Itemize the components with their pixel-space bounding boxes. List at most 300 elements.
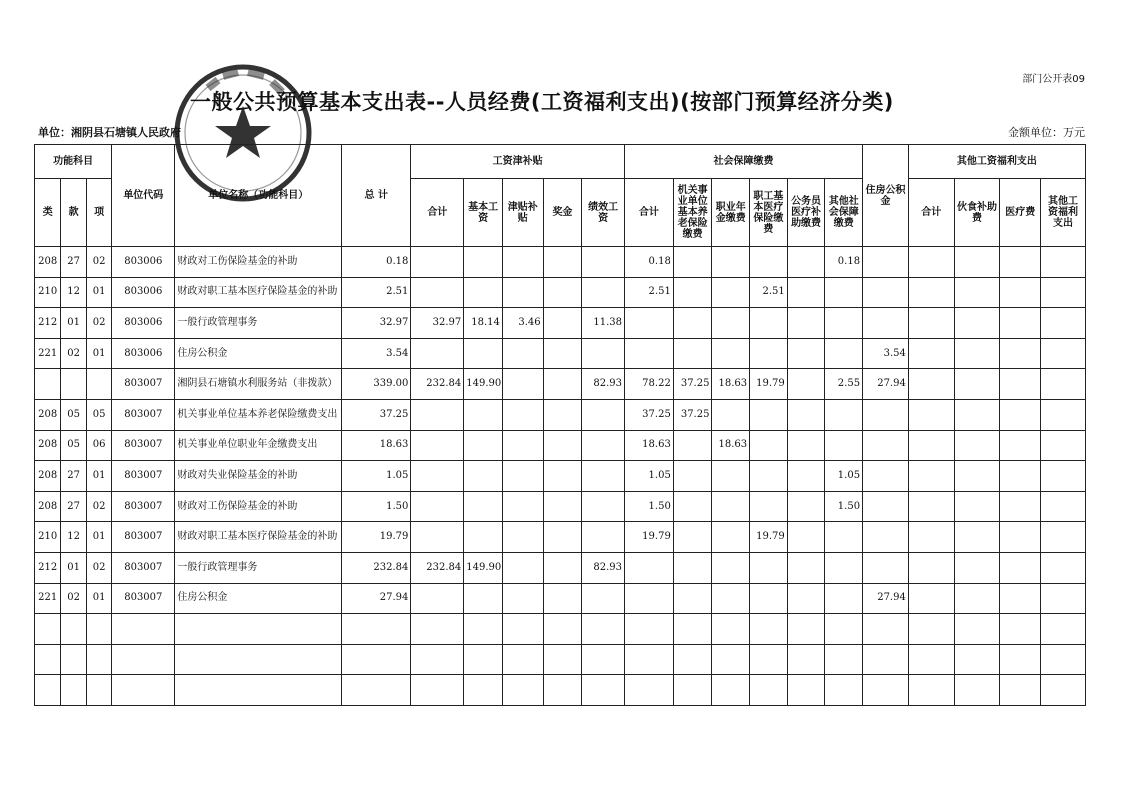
cell-s-sum: 19.79: [624, 522, 673, 553]
cell-code: 803007: [112, 552, 175, 583]
cell-lei: 208: [35, 491, 61, 522]
table-row: [35, 461, 1086, 492]
cell-name: 财政对职工基本医疗保险基金的补助: [175, 277, 342, 308]
cell-s-other: 2.55: [825, 369, 863, 400]
wage-col-header: 基本工资: [464, 179, 503, 247]
cell-o-other: [1041, 614, 1086, 645]
cell-code: 803007: [112, 583, 175, 614]
cell-xiang: 01: [86, 461, 111, 492]
social-group-header: 社会保障缴费: [624, 145, 862, 179]
cell-s-sum: 0.18: [624, 247, 673, 278]
cell-name: 财政对工伤保险基金的补助: [175, 247, 342, 278]
cell-w-bonus: [543, 369, 582, 400]
cell-w-bonus: [543, 522, 582, 553]
cell-kuan: 27: [61, 461, 86, 492]
cell-kuan: 02: [61, 583, 86, 614]
cell-s-pension: [673, 552, 712, 583]
cell-o-med: [1000, 430, 1041, 461]
cell-s-sum: [624, 308, 673, 339]
cell-s-pension: 37.25: [673, 369, 712, 400]
cell-w-basic: 149.90: [464, 369, 503, 400]
cell-w-sum: [411, 277, 464, 308]
cell-o-sum: [908, 430, 954, 461]
cell-w-sum: [411, 399, 464, 430]
cell-w-basic: [464, 491, 503, 522]
cell-name: 机关事业单位基本养老保险缴费支出: [175, 399, 342, 430]
cell-w-bonus: [543, 338, 582, 369]
cell-kuan: 01: [61, 308, 86, 339]
cell-o-med: [1000, 644, 1041, 675]
cell-w-perf: [582, 583, 625, 614]
cell-housing: 27.94: [863, 369, 909, 400]
other-col-header: 医疗费: [1000, 179, 1041, 247]
page-title: 一般公共预算基本支出表--人员经费(工资福利支出)(按部门预算经济分类): [190, 90, 894, 114]
cell-o-other: [1041, 308, 1086, 339]
social-col-header: 机关事业单位基本养老保险缴费: [673, 179, 712, 247]
cell-w-allow: [502, 583, 543, 614]
cell-total: 32.97: [342, 308, 411, 339]
other-col-header: 其他工资福利支出: [1041, 179, 1086, 247]
cell-w-basic: [464, 644, 503, 675]
cell-o-sum: [908, 491, 954, 522]
cell-w-perf: [582, 247, 625, 278]
other-group-header: 其他工资福利支出: [908, 145, 1085, 179]
cell-s-annuity: 18.63: [712, 369, 750, 400]
table-row: [35, 247, 1086, 278]
cell-o-med: [1000, 491, 1041, 522]
cell-s-medical: [750, 644, 788, 675]
cell-w-bonus: [543, 675, 582, 706]
cell-s-civil: [787, 308, 825, 339]
cell-xiang: 05: [86, 399, 111, 430]
cell-o-food: [954, 308, 1000, 339]
cell-o-sum: [908, 552, 954, 583]
cell-xiang: 06: [86, 430, 111, 461]
cell-o-med: [1000, 369, 1041, 400]
cell-w-allow: [502, 522, 543, 553]
cell-w-bonus: [543, 583, 582, 614]
cell-name: 财政对职工基本医疗保险基金的补助: [175, 522, 342, 553]
cell-name: 一般行政管理事务: [175, 552, 342, 583]
cell-o-food: [954, 369, 1000, 400]
cell-s-medical: [750, 491, 788, 522]
cell-w-sum: [411, 644, 464, 675]
other-col-header: 合计: [908, 179, 954, 247]
cell-xiang: 01: [86, 583, 111, 614]
cell-s-other: [825, 399, 863, 430]
cell-o-food: [954, 583, 1000, 614]
cell-w-perf: [582, 461, 625, 492]
cell-w-bonus: [543, 461, 582, 492]
cell-lei: [35, 369, 61, 400]
cell-code: 803006: [112, 247, 175, 278]
cell-code: 803006: [112, 277, 175, 308]
cell-s-pension: [673, 461, 712, 492]
cell-housing: [863, 614, 909, 645]
cell-w-bonus: [543, 644, 582, 675]
cell-o-other: [1041, 583, 1086, 614]
cell-w-bonus: [543, 247, 582, 278]
cell-name: 财政对工伤保险基金的补助: [175, 491, 342, 522]
cell-kuan: 27: [61, 247, 86, 278]
cell-w-bonus: [543, 430, 582, 461]
cell-s-civil: [787, 644, 825, 675]
cell-w-sum: [411, 430, 464, 461]
cell-s-annuity: [712, 247, 750, 278]
cell-o-med: [1000, 583, 1041, 614]
cell-lei: 208: [35, 461, 61, 492]
wage-col-header: 绩效工资: [582, 179, 625, 247]
cell-code: [112, 675, 175, 706]
wage-col-header: 奖金: [543, 179, 582, 247]
cell-w-bonus: [543, 277, 582, 308]
cell-w-bonus: [543, 552, 582, 583]
unit-label: 单位：湘阴县石塘镇人民政府: [38, 126, 181, 139]
cell-w-perf: [582, 614, 625, 645]
cell-o-food: [954, 644, 1000, 675]
cell-kuan: 05: [61, 430, 86, 461]
cell-s-annuity: [712, 552, 750, 583]
cell-s-medical: [750, 338, 788, 369]
cell-w-basic: [464, 247, 503, 278]
cell-kuan: [61, 614, 86, 645]
cell-o-med: [1000, 461, 1041, 492]
cell-name: 财政对失业保险基金的补助: [175, 461, 342, 492]
cell-w-sum: [411, 461, 464, 492]
cell-s-sum: 2.51: [624, 277, 673, 308]
kuan-header: 款: [61, 179, 86, 247]
cell-total: 232.84: [342, 552, 411, 583]
cell-xiang: 01: [86, 522, 111, 553]
social-col-header: 职工基本医疗保险缴费: [750, 179, 788, 247]
cell-s-pension: [673, 338, 712, 369]
cell-name: 住房公积金: [175, 583, 342, 614]
cell-o-food: [954, 491, 1000, 522]
cell-s-civil: [787, 369, 825, 400]
cell-code: 803007: [112, 430, 175, 461]
cell-o-med: [1000, 277, 1041, 308]
cell-o-other: [1041, 552, 1086, 583]
cell-s-sum: [624, 583, 673, 614]
cell-w-allow: [502, 247, 543, 278]
social-col-header: 合计: [624, 179, 673, 247]
cell-name: [175, 675, 342, 706]
cell-w-perf: [582, 430, 625, 461]
cell-code: 803007: [112, 369, 175, 400]
cell-s-other: 1.05: [825, 461, 863, 492]
cell-s-civil: [787, 247, 825, 278]
cell-s-annuity: [712, 491, 750, 522]
cell-s-medical: [750, 583, 788, 614]
cell-lei: 212: [35, 552, 61, 583]
cell-s-annuity: [712, 308, 750, 339]
cell-s-pension: 37.25: [673, 399, 712, 430]
cell-o-sum: [908, 247, 954, 278]
cell-s-sum: 37.25: [624, 399, 673, 430]
cell-total: [342, 675, 411, 706]
cell-w-allow: [502, 614, 543, 645]
cell-o-other: [1041, 338, 1086, 369]
cell-w-basic: [464, 399, 503, 430]
cell-s-annuity: [712, 522, 750, 553]
cell-s-annuity: 18.63: [712, 430, 750, 461]
cell-code: 803006: [112, 338, 175, 369]
cell-w-allow: [502, 675, 543, 706]
cell-s-pension: [673, 644, 712, 675]
wage-col-header: 津贴补贴: [502, 179, 543, 247]
cell-s-other: [825, 308, 863, 339]
cell-o-other: [1041, 522, 1086, 553]
cell-w-basic: [464, 583, 503, 614]
cell-s-annuity: [712, 399, 750, 430]
cell-o-med: [1000, 675, 1041, 706]
cell-code: 803006: [112, 308, 175, 339]
lei-header: 类: [35, 179, 61, 247]
cell-o-med: [1000, 522, 1041, 553]
cell-w-basic: [464, 675, 503, 706]
money-unit: 金额单位：万元: [1008, 126, 1085, 139]
cell-w-allow: 3.46: [502, 308, 543, 339]
cell-w-allow: [502, 430, 543, 461]
cell-s-pension: [673, 247, 712, 278]
table-row: [35, 338, 1086, 369]
cell-s-medical: [750, 675, 788, 706]
cell-lei: 221: [35, 583, 61, 614]
cell-code: 803007: [112, 522, 175, 553]
cell-s-other: [825, 675, 863, 706]
cell-w-sum: 32.97: [411, 308, 464, 339]
cell-s-sum: 1.05: [624, 461, 673, 492]
cell-lei: 208: [35, 399, 61, 430]
cell-s-pension: [673, 583, 712, 614]
cell-xiang: 02: [86, 491, 111, 522]
cell-o-sum: [908, 522, 954, 553]
cell-housing: [863, 552, 909, 583]
xiang-header: 项: [86, 179, 111, 247]
cell-s-sum: [624, 552, 673, 583]
cell-w-basic: 149.90: [464, 552, 503, 583]
cell-xiang: 01: [86, 277, 111, 308]
cell-s-sum: 78.22: [624, 369, 673, 400]
cell-w-perf: 11.38: [582, 308, 625, 339]
cell-housing: [863, 308, 909, 339]
cell-s-sum: [624, 675, 673, 706]
cell-s-medical: [750, 552, 788, 583]
cell-s-medical: [750, 430, 788, 461]
cell-s-other: [825, 644, 863, 675]
cell-name: 一般行政管理事务: [175, 308, 342, 339]
cell-kuan: 12: [61, 522, 86, 553]
cell-name: [175, 644, 342, 675]
cell-o-sum: [908, 369, 954, 400]
cell-s-civil: [787, 552, 825, 583]
cell-s-annuity: [712, 644, 750, 675]
cell-w-bonus: [543, 614, 582, 645]
cell-o-other: [1041, 644, 1086, 675]
cell-w-sum: [411, 583, 464, 614]
cell-housing: [863, 399, 909, 430]
cell-w-perf: [582, 644, 625, 675]
cell-w-allow: [502, 491, 543, 522]
cell-total: 37.25: [342, 399, 411, 430]
cell-kuan: [61, 675, 86, 706]
cell-o-sum: [908, 583, 954, 614]
cell-s-other: 0.18: [825, 247, 863, 278]
cell-s-medical: [750, 461, 788, 492]
cell-name: [175, 614, 342, 645]
cell-total: 19.79: [342, 522, 411, 553]
cell-o-food: [954, 430, 1000, 461]
table-row: [35, 552, 1086, 583]
cell-s-medical: [750, 308, 788, 339]
cell-w-basic: [464, 461, 503, 492]
cell-lei: 210: [35, 277, 61, 308]
cell-s-civil: [787, 491, 825, 522]
table-row: [35, 430, 1086, 461]
cell-o-other: [1041, 675, 1086, 706]
cell-w-allow: [502, 369, 543, 400]
cell-code: 803007: [112, 491, 175, 522]
unit-code-header: 单位代码: [112, 145, 175, 247]
cell-o-sum: [908, 644, 954, 675]
cell-o-other: [1041, 399, 1086, 430]
cell-w-perf: [582, 522, 625, 553]
cell-s-pension: [673, 308, 712, 339]
cell-o-sum: [908, 399, 954, 430]
cell-o-food: [954, 461, 1000, 492]
cell-lei: 221: [35, 338, 61, 369]
cell-w-basic: [464, 430, 503, 461]
cell-w-perf: [582, 675, 625, 706]
cell-w-sum: [411, 522, 464, 553]
cell-o-other: [1041, 491, 1086, 522]
cell-s-sum: 18.63: [624, 430, 673, 461]
cell-xiang: 02: [86, 552, 111, 583]
cell-o-sum: [908, 308, 954, 339]
cell-w-bonus: [543, 399, 582, 430]
table-body: [35, 247, 1086, 706]
cell-xiang: 01: [86, 338, 111, 369]
cell-kuan: 02: [61, 338, 86, 369]
cell-s-annuity: [712, 338, 750, 369]
cell-total: [342, 614, 411, 645]
cell-s-annuity: [712, 614, 750, 645]
cell-s-annuity: [712, 583, 750, 614]
cell-w-sum: [411, 491, 464, 522]
cell-o-other: [1041, 430, 1086, 461]
cell-s-sum: [624, 338, 673, 369]
cell-code: [112, 644, 175, 675]
cell-kuan: [61, 369, 86, 400]
cell-s-other: [825, 277, 863, 308]
cell-w-sum: [411, 247, 464, 278]
cell-w-allow: [502, 644, 543, 675]
cell-w-bonus: [543, 308, 582, 339]
cell-o-med: [1000, 338, 1041, 369]
cell-s-annuity: [712, 277, 750, 308]
cell-s-medical: [750, 614, 788, 645]
cell-housing: [863, 491, 909, 522]
cell-s-other: [825, 338, 863, 369]
cell-s-pension: [673, 491, 712, 522]
cell-w-allow: [502, 338, 543, 369]
cell-s-pension: [673, 614, 712, 645]
cell-o-other: [1041, 369, 1086, 400]
wage-group-header: 工资津补贴: [411, 145, 625, 179]
cell-kuan: 01: [61, 552, 86, 583]
cell-housing: 27.94: [863, 583, 909, 614]
cell-name: 机关事业单位职业年金缴费支出: [175, 430, 342, 461]
cell-o-food: [954, 675, 1000, 706]
cell-s-other: [825, 522, 863, 553]
cell-w-perf: [582, 277, 625, 308]
cell-w-perf: 82.93: [582, 552, 625, 583]
cell-o-food: [954, 338, 1000, 369]
cell-kuan: 05: [61, 399, 86, 430]
table-row: [35, 491, 1086, 522]
cell-w-basic: [464, 338, 503, 369]
cell-w-bonus: [543, 491, 582, 522]
table-row: [35, 675, 1086, 706]
cell-w-sum: [411, 338, 464, 369]
cell-s-civil: [787, 338, 825, 369]
cell-w-perf: [582, 338, 625, 369]
cell-s-medical: 19.79: [750, 522, 788, 553]
unit-name-header: 单位名称（功能科目）: [175, 145, 342, 247]
cell-o-food: [954, 399, 1000, 430]
cell-s-other: 1.50: [825, 491, 863, 522]
cell-s-annuity: [712, 675, 750, 706]
cell-w-sum: 232.84: [411, 369, 464, 400]
cell-o-med: [1000, 308, 1041, 339]
cell-s-pension: [673, 675, 712, 706]
cell-total: 3.54: [342, 338, 411, 369]
housing-header: 住房公积金: [863, 145, 909, 247]
cell-w-sum: [411, 675, 464, 706]
social-col-header: 公务员医疗补助缴费: [787, 179, 825, 247]
cell-total: [342, 644, 411, 675]
cell-housing: [863, 277, 909, 308]
cell-w-allow: [502, 461, 543, 492]
cell-o-med: [1000, 399, 1041, 430]
cell-o-food: [954, 614, 1000, 645]
cell-housing: [863, 247, 909, 278]
cell-o-sum: [908, 675, 954, 706]
cell-o-sum: [908, 461, 954, 492]
cell-lei: [35, 614, 61, 645]
cell-o-other: [1041, 247, 1086, 278]
cell-total: 18.63: [342, 430, 411, 461]
cell-w-basic: [464, 277, 503, 308]
cell-kuan: [61, 644, 86, 675]
cell-xiang: [86, 675, 111, 706]
cell-s-civil: [787, 277, 825, 308]
cell-w-basic: [464, 614, 503, 645]
table-row: [35, 277, 1086, 308]
cell-s-other: [825, 552, 863, 583]
cell-housing: [863, 675, 909, 706]
cell-s-sum: 1.50: [624, 491, 673, 522]
cell-s-other: [825, 430, 863, 461]
cell-xiang: [86, 614, 111, 645]
cell-o-med: [1000, 247, 1041, 278]
social-col-header: 职业年金缴费: [712, 179, 750, 247]
cell-o-food: [954, 522, 1000, 553]
cell-name: 湘阴县石塘镇水利服务站（非拨款）: [175, 369, 342, 400]
cell-total: 0.18: [342, 247, 411, 278]
cell-o-food: [954, 552, 1000, 583]
table-row: [35, 399, 1086, 430]
